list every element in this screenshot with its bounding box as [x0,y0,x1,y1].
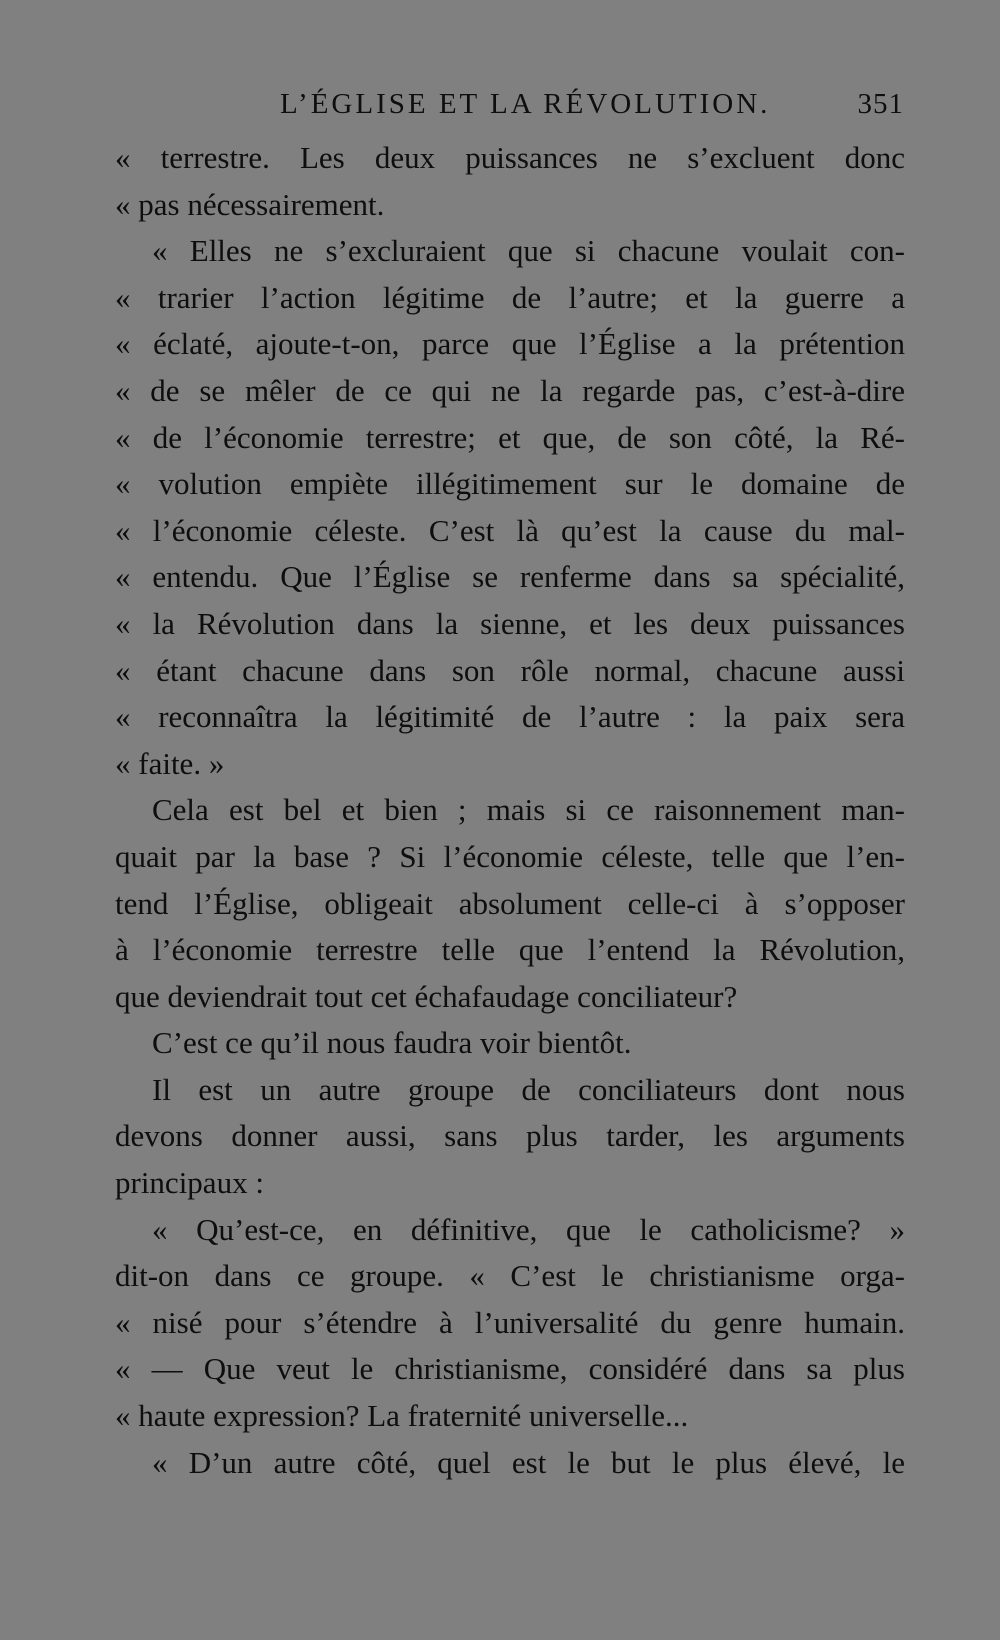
text-line: « terrestre. Les deux puissances ne s’excluent donc [115,140,905,175]
text-line: « de l’économie terrestre; et que, de son côté, la Ré- [115,419,905,455]
text-line: Cela est bel et bien ; mais si ce raisonnement man- [152,792,905,828]
text-line: « Elles ne s’excluraient que si chacune voulait con- [152,233,905,269]
text-line: « faite. » [115,745,225,781]
text-line: « volution empiète illégitimement sur le domaine de [115,466,905,502]
text-line: « — Que veut le christianisme, considéré dans sa plus [115,1351,905,1387]
text-line: « haute expression? La fraternité universelle... [115,1398,689,1434]
text-line: « étant chacune dans son rôle normal, chacune aussi [115,652,905,688]
running-title: L’ÉGLISE ET LA RÉVOLUTION. [280,88,771,120]
text-line: « pas nécessairement. [115,186,385,222]
text-line: à l’économie terrestre telle que l’entend la Révolution, [115,932,905,968]
text-line: « entendu. Que l’Église se renferme dans sa spécialité, [115,559,905,595]
text-line: dit-on dans ce groupe. « C’est le christianisme orga- [115,1258,905,1294]
text-line: « reconnaîtra la légitimité de l’autre : la paix sera [115,699,905,735]
text-line: tend l’Église, obligeait absolument celle-ci à s’opposer [115,885,905,921]
text-line: devons donner aussi, sans plus tarder, les arguments [115,1118,905,1154]
body-text [115,135,905,1486]
text-line: principaux : [115,1165,264,1201]
text-line: « l’économie céleste. C’est là qu’est la cause du mal- [115,512,905,548]
page-number: 351 [857,88,904,120]
text-line: Il est un autre groupe de conciliateurs dont nous [152,1071,905,1107]
text-line: « de se mêler de ce qui ne la regarde pas, c’est-à-dire [115,372,905,408]
text-line: « nisé pour s’étendre à l’universalité du genre humain. [115,1304,905,1340]
text-line: « la Révolution dans la sienne, et les deux puissances [115,605,905,641]
text-line: « trarier l’action légitime de l’autre; et la guerre a [115,279,905,315]
text-line: « D’un autre côté, quel est le but le plus élevé, le [152,1444,905,1480]
text-line: « éclaté, ajoute-t-on, parce que l’Église a la prétention [115,326,905,362]
text-line: quait par la base ? Si l’économie céleste, telle que l’en- [115,838,905,874]
text-line: « Qu’est-ce, en définitive, que le catholicisme? » [152,1211,905,1247]
text-line: C’est ce qu’il nous faudra voir bientôt. [152,1025,632,1061]
text-line: que deviendrait tout cet échafaudage conciliateur? [115,978,738,1014]
